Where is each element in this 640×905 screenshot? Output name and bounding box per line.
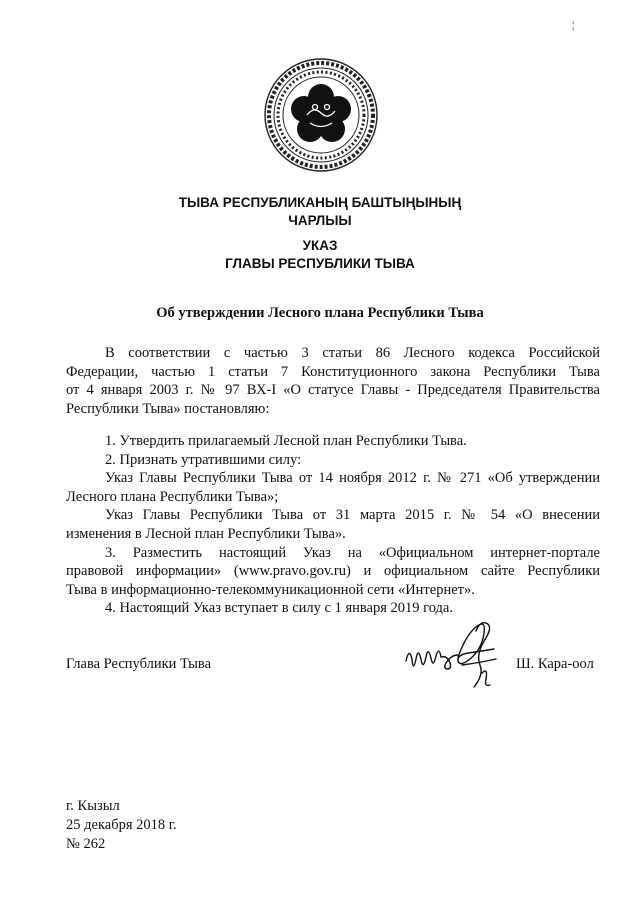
footer xyxy=(66,797,177,854)
preamble-line-3: от 4 января 2003 г. № 97 ВХ-I «О статусе Главы - Председателя Правительства xyxy=(66,382,600,399)
preamble-line-1: В соответствии с частью 3 статьи 86 Лесного кодекса Российской xyxy=(105,345,600,361)
item-2: 2. Признать утратившими силу: xyxy=(105,451,302,468)
header-line-2: ЧАРЛЫЫ xyxy=(288,213,352,228)
item-2a-line-2: Лесного плана Республики Тыва»; xyxy=(66,488,279,505)
header-line-1: ТЫВА РЕСПУБЛИКАНЫҢ БАШТЫҢЫНЫҢ xyxy=(178,195,462,210)
item-2a-line-1: Указ Главы Республики Тыва от 14 ноября 2012 г. № 271 «Об утверждении xyxy=(105,470,600,487)
item-1: 1. Утвердить прилагаемый Лесной план Республики Тыва. xyxy=(105,433,467,449)
handwritten-signature xyxy=(402,617,518,703)
document-subject: Об утверждении Лесного плана Республики Тыва xyxy=(156,305,484,321)
footer-date: 25 декабря 2018 г. xyxy=(66,817,177,833)
coat-of-arms-emblem xyxy=(263,57,379,173)
signatory-position: Глава Республики Тыва xyxy=(66,656,212,672)
preamble-line-2: Федерации, частью 1 статьи 7 Конституционного закона Республики Тыва xyxy=(66,363,600,380)
item-4: 4. Настоящий Указ вступает в силу с 1 января 2019 года. xyxy=(105,600,453,617)
signatory-name: Ш. Кара-оол xyxy=(516,656,594,672)
header-title-decree: УКАЗ xyxy=(302,238,338,253)
item-3-line-1: 3. Разместить настоящий Указ на «Официальном интернет-портале xyxy=(105,544,600,561)
item-3-line-3: Тыва в информационно-телекоммуникационной сети «Интернет». xyxy=(66,581,475,598)
item-3-line-2: правовой информации» (www.pravo.gov.ru) и официальном сайте Республики xyxy=(66,563,600,580)
corner-mark: ¦ xyxy=(572,19,575,31)
preamble xyxy=(66,344,600,418)
header-title-issuer: ГЛАВЫ РЕСПУБЛИКИ ТЫВА xyxy=(225,256,415,271)
footer-number: № 262 xyxy=(66,836,106,852)
item-2b-line-2: изменения в Лесной план Республики Тыва». xyxy=(66,525,346,542)
item-2b-line-1: Указ Главы Республики Тыва от 31 марта 2015 г. № 54 «О внесении xyxy=(105,507,600,524)
preamble-line-4: Республики Тыва» постановляю: xyxy=(66,400,270,417)
footer-city: г. Кызыл xyxy=(66,798,120,814)
decree-items xyxy=(66,432,600,618)
